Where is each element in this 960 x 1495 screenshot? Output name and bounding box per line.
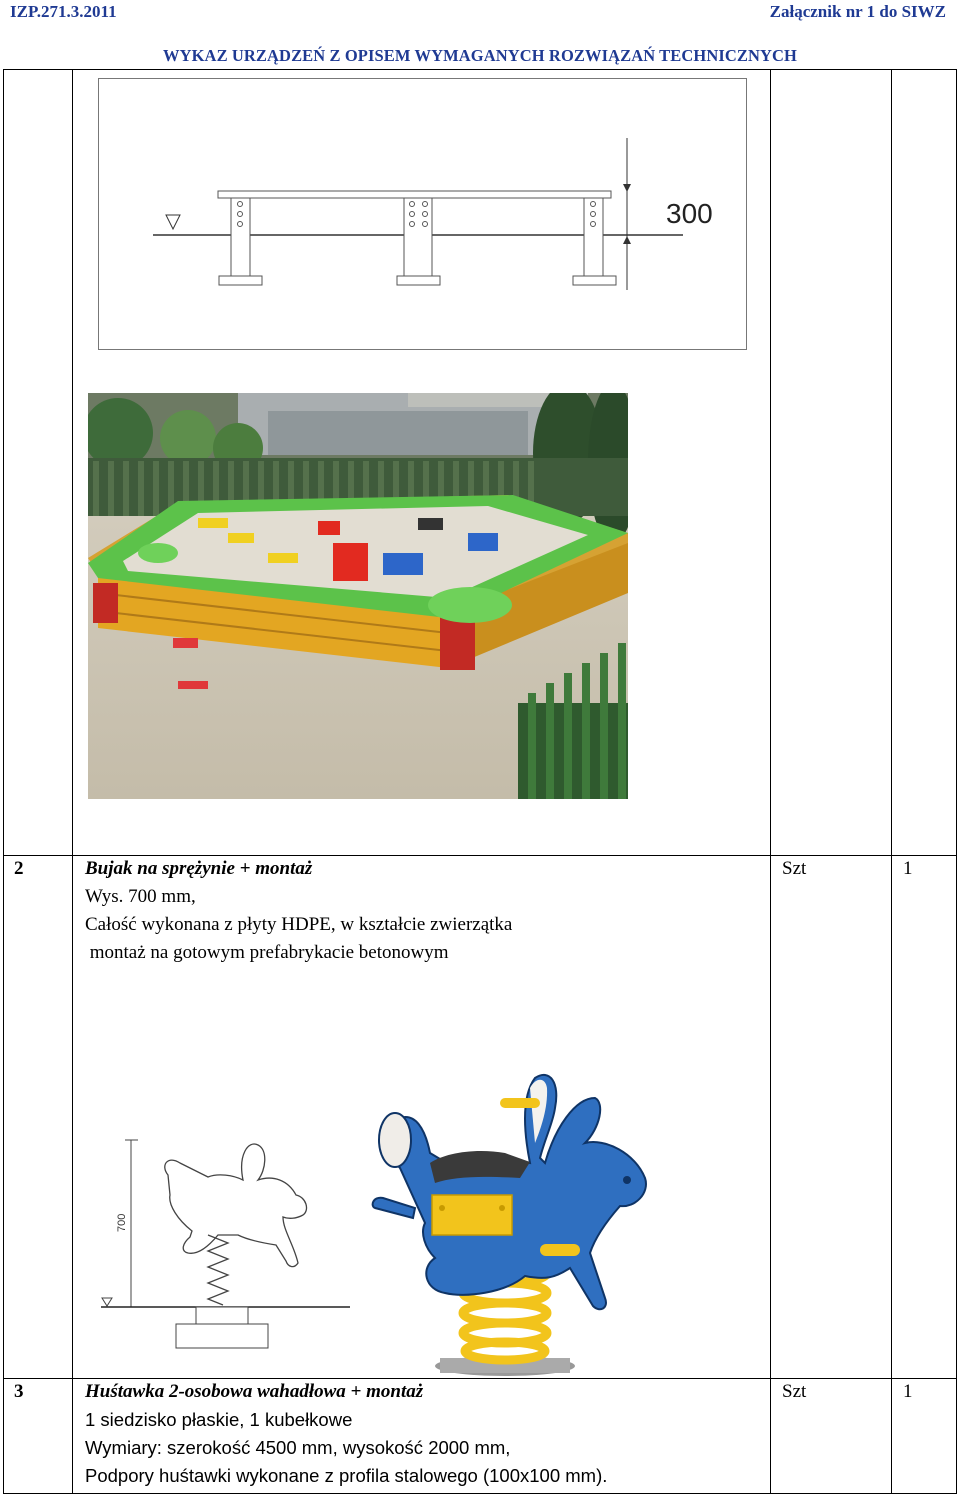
table-top-border xyxy=(3,69,956,70)
spring-rider-photo xyxy=(355,1058,655,1378)
item-3-line-2: Wymiary: szerokość 4500 mm, wysokość 2000 mm, xyxy=(85,1437,511,1458)
table-right-border xyxy=(956,69,957,1494)
annex-label: Załącznik nr 1 do SIWZ xyxy=(769,2,946,21)
sandbox-dimension-label: 300 xyxy=(666,198,713,229)
column-divider-qty xyxy=(891,69,892,1494)
item-3-unit: Szt xyxy=(782,1381,807,1402)
item-2-line-3: montaż na gotowym prefabrykacie betonowym xyxy=(85,942,449,963)
spring-rider-dimension-label: 700 xyxy=(116,1213,128,1232)
item-3-number: 3 xyxy=(14,1381,24,1402)
item-2-number: 2 xyxy=(14,858,24,879)
spring-rider-technical-drawing xyxy=(98,1135,358,1360)
item-2-quantity: 1 xyxy=(903,858,913,879)
table-left-border xyxy=(3,69,4,1494)
item-2-line-2: Całość wykonana z płyty HDPE, w kształcie zwierzątka xyxy=(85,914,513,935)
item-3-title: Huśtawka 2-osobowa wahadłowa + montaż xyxy=(85,1381,424,1402)
item-3-quantity: 1 xyxy=(903,1381,913,1402)
sandbox-photo xyxy=(88,393,628,799)
item-2-description xyxy=(85,855,512,967)
item-2-title: Bujak na sprężynie + montaż xyxy=(85,858,313,879)
document-title: WYKAZ URZĄDZEŃ Z OPISEM WYMAGANYCH ROZWIĄZAŃ TECHNICZNYCH xyxy=(163,46,797,65)
document-reference: IZP.271.3.2011 xyxy=(10,2,117,21)
item-3-line-1: 1 siedzisko płaskie, 1 kubełkowe xyxy=(85,1409,353,1430)
sandbox-technical-drawing xyxy=(98,78,750,352)
column-divider-unit xyxy=(770,69,771,1494)
item-3-line-3: Podpory huśtawki wykonane z profila stalowego (100x100 mm). xyxy=(85,1465,608,1486)
item-2-line-1: Wys. 700 mm, xyxy=(85,886,196,907)
item-3-description xyxy=(85,1378,607,1490)
table-bottom-border xyxy=(3,1493,956,1494)
column-divider-number xyxy=(72,69,73,1494)
item-2-unit: Szt xyxy=(782,858,807,879)
